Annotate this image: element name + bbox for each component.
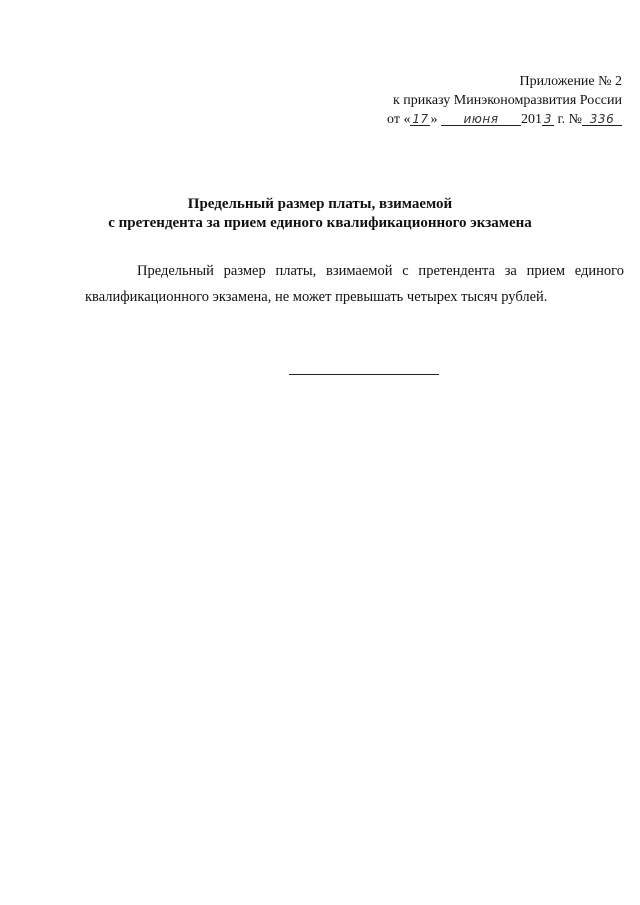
date-month-field: [441, 110, 521, 126]
date-close: »: [430, 112, 438, 127]
annex-date-line: [387, 110, 622, 129]
year-prefix: 201: [520, 112, 542, 127]
date-day-value: 17: [412, 112, 429, 126]
order-number-value: 336: [589, 112, 615, 126]
body-paragraph: Предельный размер платы, взимаемой с претендента за прием единого квалификационного экзамена, не может превышать четырех тысяч рублей.: [85, 263, 624, 305]
document-title: [0, 195, 640, 233]
end-divider: [289, 374, 439, 375]
annex-number: Приложение № 2: [519, 74, 622, 89]
document-body: [85, 258, 624, 310]
date-day-field: [410, 110, 430, 126]
year-digit-field: [542, 110, 554, 126]
annex-order-reference: к приказу Минэкономразвития России: [392, 93, 622, 108]
year-digit-value: 3: [543, 112, 553, 126]
title-line-1: Предельный размер платы, взимаемой: [187, 196, 453, 212]
date-month-value: июня: [463, 112, 499, 126]
order-number-field: [582, 110, 622, 126]
date-prefix: от «: [387, 112, 411, 127]
number-prefix: г. №: [557, 112, 582, 127]
annex-header: [387, 72, 622, 129]
title-line-2: с претендента за прием единого квалификационного экзамена: [108, 215, 532, 231]
